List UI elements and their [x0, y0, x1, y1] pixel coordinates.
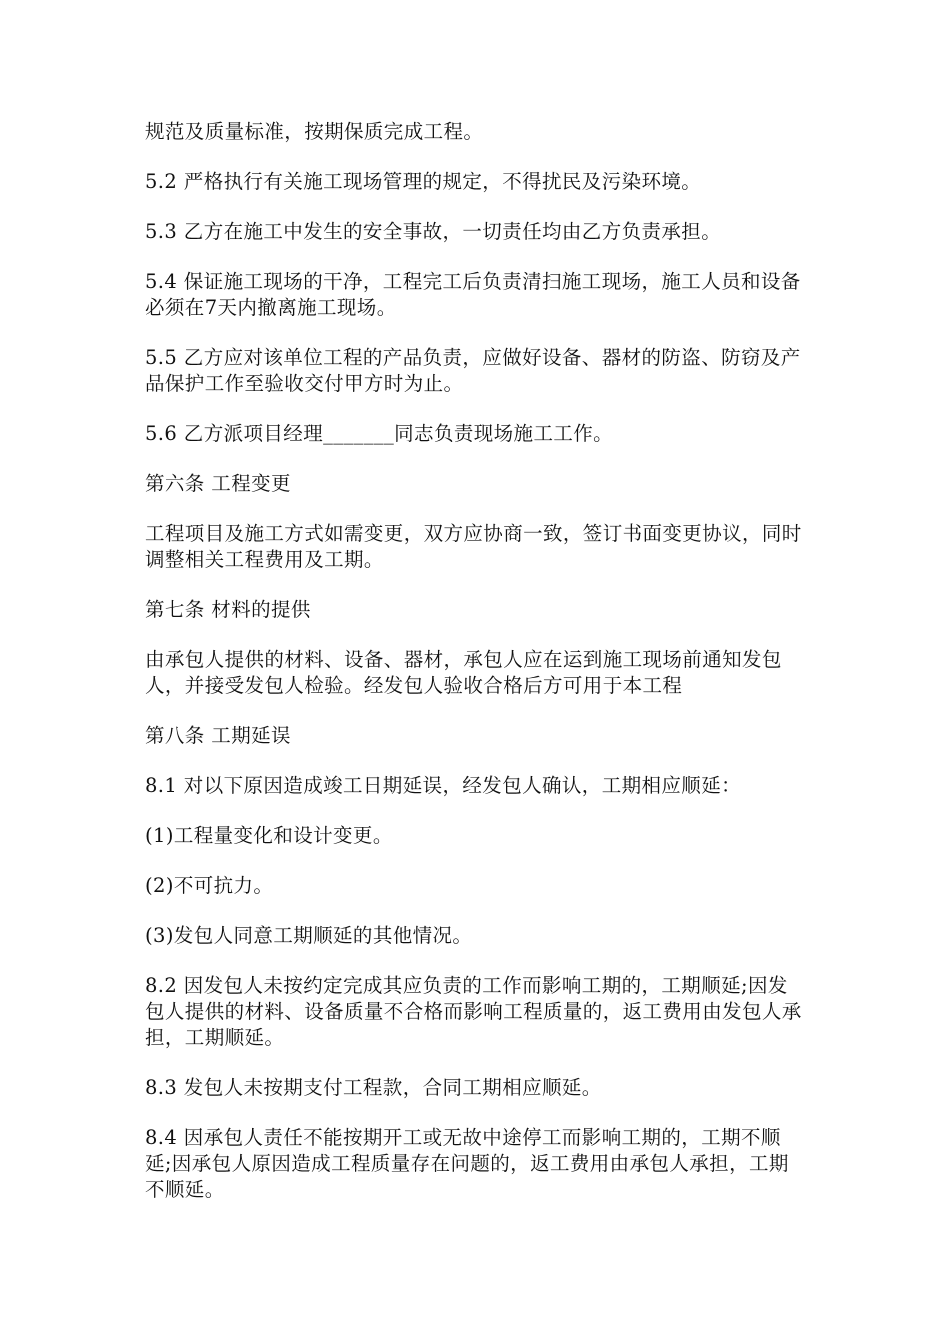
clause-8-1-item-1: (1)工程量变化和设计变更。	[145, 824, 393, 847]
clause-5-4: 5.4 保证施工现场的干净，工程完工后负责清扫施工现场，施工人员和设备必须在7天内撤离施工现场。	[145, 270, 801, 319]
clause-5-2: 5.2 严格执行有关施工现场管理的规定，不得扰民及污染环境。	[145, 170, 702, 193]
article-7-heading: 第七条 材料的提供	[145, 598, 311, 621]
clause-8-1-item-2: (2)不可抗力。	[145, 874, 274, 897]
clause-8-3: 8.3 发包人未按期支付工程款，合同工期相应顺延。	[145, 1076, 602, 1099]
clause-5-6: 5.6 乙方派项目经理_______同志负责现场施工工作。	[145, 422, 614, 445]
clause-8-1: 8.1 对以下原因造成竣工日期延误，经发包人确认，工期相应顺延：	[145, 774, 742, 797]
clause-8-1-item-3: (3)发包人同意工期顺延的其他情况。	[145, 924, 473, 947]
article-6-body: 工程项目及施工方式如需变更，双方应协商一致，签订书面变更协议，同时调整相关工程费用及工期。	[145, 522, 802, 571]
article-7-body: 由承包人提供的材料、设备、器材，承包人应在运到施工现场前通知发包人，并接受发包人检验。经发包人验收合格后方可用于本工程	[145, 648, 782, 697]
article-6-heading: 第六条 工程变更	[145, 472, 291, 495]
document-body	[145, 119, 807, 1227]
clause-8-2: 8.2 因发包人未按约定完成其应负责的工作而影响工期的，工期顺延;因发包人提供的材料、设备质量不合格而影响工程质量的，返工费用由发包人承担，工期顺延。	[145, 974, 802, 1049]
paragraph-continuation: 规范及质量标准，按期保质完成工程。	[145, 120, 484, 143]
clause-5-3: 5.3 乙方在施工中发生的安全事故，一切责任均由乙方负责承担。	[145, 220, 722, 243]
clause-5-5: 5.5 乙方应对该单位工程的产品负责，应做好设备、器材的防盗、防窃及产品保护工作至验收交付甲方时为止。	[145, 346, 801, 395]
clause-8-4: 8.4 因承包人责任不能按期开工或无故中途停工而影响工期的，工期不顺延;因承包人原因造成工程质量存在问题的，返工费用由承包人承担，工期不顺延。	[145, 1126, 789, 1201]
article-8-heading: 第八条 工期延误	[145, 724, 291, 747]
